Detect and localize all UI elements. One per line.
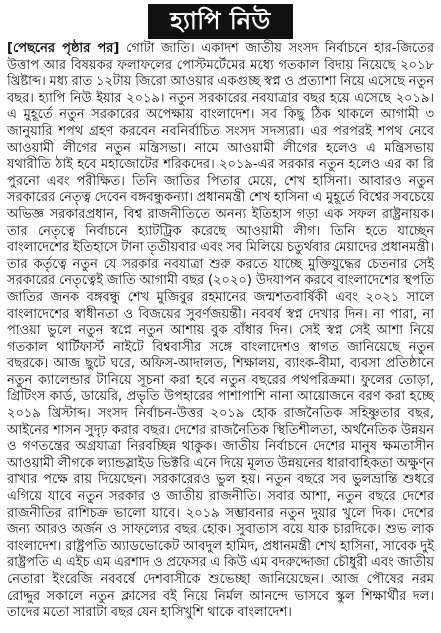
headline-banner <box>7 4 434 39</box>
headline: হ্যাপি নিউ <box>148 4 292 39</box>
article-body <box>7 41 434 622</box>
continued-from-label: [পেছনের পৃষ্ঠার পর] <box>7 41 120 56</box>
article-text: গোটা জাতি। একাদশ জাতীয় সংসদ নির্বাচনে হার-জিতের উত্তাপ আর বিষয়কর ফলাফলের পোস্টমর্টেমের মধ্যে গতকাল বিদায় নিয়েছে ২০১৮ খ্রিষ্টাব্দ। মধ্য রাত ১২টায় জিরো আওয়ার একগুচ্ছ স্বপ্ন ও প্রত্যাশা নিয়ে এসেছে নতুন বছর। হ্যাপি নিউ ইয়ার ২০১৯। নতুন সরকারের নবযাত্রার বছর হয়ে এসেছে ২০১৯। এ মুহূর্তে নতুন সরকারের অপেক্ষায় বাংলাদেশ। সব কিছু ঠিক থাকলে আগামী ৩ জানুয়ারি শপথ গ্রহণ করবেন নবনির্বাচিত সংসদ সদস্যরা। এর পরপরই শপথ নেবে আওয়ামী লীগের নতুন মন্ত্রিসভা। নামে আওয়ামী লীগের হলেও এ মন্ত্রিসভায় যথারীতি ঠাই হবে মহাজোটের শরিকদের। ২০১৯-এর সরকার নতুন হলেও এর কা রি পুরনো এবং পরীক্ষিত। তিনি জাতির পিতার মেয়ে, শেখ হাসিনা। আবারও নতুন সরকারের নেতৃত্ব দেবেন বঙ্গবন্ধুকন্যা। প্রধানমন্ত্রী শেখ হাসিনা এ মুহূর্তে বিশ্বের সবচেয়ে অভিজ্ঞ সরকারপ্রধান, বিশ্ব রাজনীতিতে অনন্য ইতিহাস গড়া এক সফল রাষ্ট্রনায়ক। তার নেতৃত্বে নির্বাচনে হ্যাটট্রিক করেছে আওয়ামী লীগ। তিনি হতে যাচ্ছেন বাংলাদেশের ইতিহাসে টানা তৃতীয়বার এবং সব মিলিয়ে চতুর্থবার মেয়াদের প্রধানমন্ত্রী। তার কর্তৃত্বে নতুন যে সরকার নবযাত্রা শুরু করতে যাচ্ছে মুক্তিযুদ্ধের চেতনার সেই সরকারের নেতৃত্বেই জাতি আগামী বছর (২০২০) উদযাপন করবে বাংলাদেশের স্থপতি জাতির জনক বঙ্গবন্ধু শেখ মুজিবুর রহমানের জন্মশতবার্ষিকী এবং ২০২১ সালে বাংলাদেশের স্বাধীনতা ও বিজয়ের সুবর্ণজয়ন্তী। নববর্ষ স্বপ্ন দেখার দিন। না পারা, না পাওয়া ভুলে নতুন স্বপ্নে নতুন আশায় বুক বাঁধার দিন। সেই স্বপ্ন সেই আশা নিয়ে গতকাল থার্টিফার্স্ট নাইটে বিশ্ববাসীর সঙ্গে বাংলাদেশও স্বাগত জানিয়েছে নতুন বছরকে। আজ ছুটে ঘরে, অফিস-আদালত, শিক্ষালয়, ব্যাংক-বীমা, ব্যবসা প্রতিষ্ঠানে নতুন ক্যালেন্ডার টানিয়ে সূচনা করা হবে নতুন বছরের পথপরিক্রমা। ফুলের তোড়া, গ্রিটিংস কার্ড, ডায়েরি, প্রভৃতি উপহারের পাশাপাশি নানা আয়োজনে বরণ করা হচ্ছে ২০১৯ খ্রিস্টাব্দ। সংসদ নির্বাচন-উত্তর ২০১৯ হোক রাজনৈতিক সহিষ্ণুতার বছর, আইনের শাসন সুদৃঢ় করার বছর। দেশের রাজনৈতিক স্থিতিশীলতা, অর্থনৈতিক উন্নয়ন ও গণতন্ত্রের অগ্রযাত্রা নিরবচ্ছিন্ন থাকুক। জাতীয় নির্বাচনে দেশের মানুষ ক্ষমতাসীন আওয়ামী লীগকে ল্যান্ডস্লাইড ভিক্টরি এনে দিয়ে মূলত উন্নয়নের ধারাবাহিকতা অক্ষুণ্ন রাখার পক্ষে রায় দিয়েছেন। সরকারেরও ভুল হয়। নতুন বছরে সব ভুলভ্রান্তি শুধরে এগিয়ে যাবে নতুন সরকার ও জাতীয় রাজনীতি। সবার আশা, নতুন বছরে দেশের রাজনীতির রাশিচক্র ভালো যাবে। ২০১৯ সম্ভাবনার নতুন দুয়ার খুলে দিক। দেশের জন্য আরও অর্জন ও সাফল্যের বছর হোক। সুবাতাস বয়ে যাক চারদিকে। শুভ লাক বাংলাদেশ। রাষ্ট্রপতি অ্যাডভোকেট আবদুল হামিদ, প্রধানমন্ত্রী শেখ হাসিনা, সাবেক দুই রাষ্ট্রপতি এ এইচ এম এরশাদ ও প্রফেসর এ কিউ এম বদরুদ্দোজা চৌধুরী এবং জাতীয় নেতারা ইংরেজি নববর্ষে দেশবাসীকে শুভেচ্ছা জানিয়েছেন। আজ পৌষের নরম রোদ্দুর সকালে নতুন ক্লাসের বই নিয়ে নির্মল আনন্দে ভাসবে স্কুল শিক্ষার্থীর দল। তাদের মতো সারাটা বছর যেন হাসিখুশি থাকে বাংলাদেশ। <box>7 41 434 621</box>
